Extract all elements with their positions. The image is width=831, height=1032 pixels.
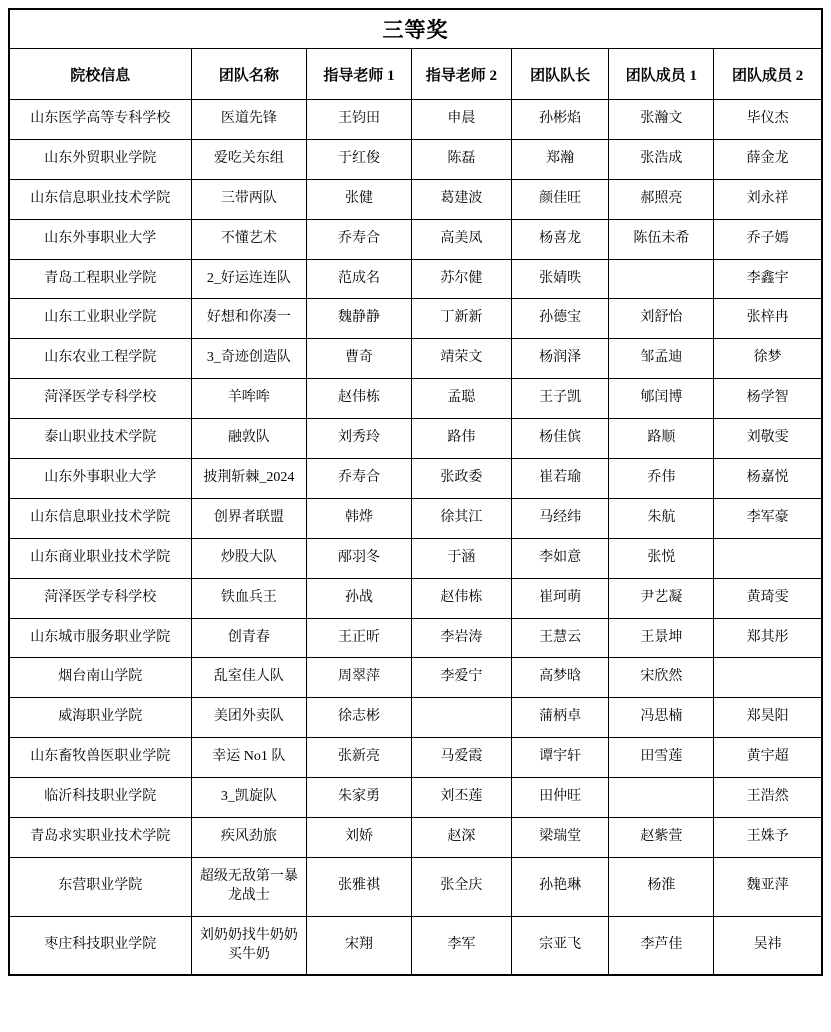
table-cell: 张健 xyxy=(307,179,412,219)
table-row xyxy=(9,698,822,738)
table-cell: 张全庆 xyxy=(411,857,511,916)
table-cell: 疾风劲旅 xyxy=(191,818,306,858)
table-cell: 山东外事职业大学 xyxy=(9,459,191,499)
table-cell: 苏尔健 xyxy=(411,259,511,299)
table-cell: 徐其江 xyxy=(411,498,511,538)
column-header: 团队队长 xyxy=(511,49,609,100)
table-cell: 菏泽医学专科学校 xyxy=(9,578,191,618)
table-row xyxy=(9,139,822,179)
table-cell: 刘敬雯 xyxy=(714,419,822,459)
table-row xyxy=(9,219,822,259)
table-cell: 葛建波 xyxy=(411,179,511,219)
table-cell: 刘娇 xyxy=(307,818,412,858)
table-cell: 于涵 xyxy=(411,538,511,578)
table-cell: 临沂科技职业学院 xyxy=(9,778,191,818)
table-cell: 幸运 No1 队 xyxy=(191,738,306,778)
table-row xyxy=(9,778,822,818)
table-row xyxy=(9,818,822,858)
table-cell: 崔珂萌 xyxy=(511,578,609,618)
table-row xyxy=(9,459,822,499)
table-cell: 宋欣然 xyxy=(609,658,714,698)
table-cell: 蒲柄卓 xyxy=(511,698,609,738)
table-cell: 吴祎 xyxy=(714,916,822,975)
table-cell: 杨佳傧 xyxy=(511,419,609,459)
table-cell: 张梓冉 xyxy=(714,299,822,339)
table-row xyxy=(9,618,822,658)
table-cell: 李芦佳 xyxy=(609,916,714,975)
table-cell: 李爱宁 xyxy=(411,658,511,698)
table-cell: 炒股大队 xyxy=(191,538,306,578)
table-cell: 路顺 xyxy=(609,419,714,459)
table-cell: 王姝予 xyxy=(714,818,822,858)
table-cell: 杨嘉悦 xyxy=(714,459,822,499)
table-cell xyxy=(714,658,822,698)
table-cell: 超级无敌第一暴龙战士 xyxy=(191,857,306,916)
table-cell: 薛金龙 xyxy=(714,139,822,179)
table-cell: 山东工业职业学院 xyxy=(9,299,191,339)
table-cell: 谭宇轩 xyxy=(511,738,609,778)
table-cell: 冯思楠 xyxy=(609,698,714,738)
table-cell: 张雅祺 xyxy=(307,857,412,916)
table-cell: 孙战 xyxy=(307,578,412,618)
table-row xyxy=(9,299,822,339)
table-cell xyxy=(609,778,714,818)
table-cell: 张婧昳 xyxy=(511,259,609,299)
table-cell: 赵伟栋 xyxy=(411,578,511,618)
table-cell: 杨学智 xyxy=(714,379,822,419)
table-cell: 高美凤 xyxy=(411,219,511,259)
table-cell: 孙德宝 xyxy=(511,299,609,339)
table-cell: 黄宇超 xyxy=(714,738,822,778)
table-cell: 王钧田 xyxy=(307,100,412,140)
table-cell: 郑昊阳 xyxy=(714,698,822,738)
table-cell: 于红俊 xyxy=(307,139,412,179)
table-cell: 李军豪 xyxy=(714,498,822,538)
table-cell: 3_奇迹创造队 xyxy=(191,339,306,379)
table-cell: 山东商业职业技术学院 xyxy=(9,538,191,578)
table-cell: 王慧云 xyxy=(511,618,609,658)
table-title: 三等奖 xyxy=(9,9,822,49)
table-row xyxy=(9,857,822,916)
table-body xyxy=(9,100,822,976)
table-row xyxy=(9,498,822,538)
table-cell: 张瀚文 xyxy=(609,100,714,140)
table-cell: 田仲旺 xyxy=(511,778,609,818)
table-cell: 申晨 xyxy=(411,100,511,140)
table-cell: 3_凯旋队 xyxy=(191,778,306,818)
table-cell: 曹奇 xyxy=(307,339,412,379)
table-cell: 爱吃关东组 xyxy=(191,139,306,179)
table-cell: 颜佳旺 xyxy=(511,179,609,219)
column-header: 团队名称 xyxy=(191,49,306,100)
table-cell: 毕仪杰 xyxy=(714,100,822,140)
table-cell: 乔寿合 xyxy=(307,219,412,259)
table-cell: 马经纬 xyxy=(511,498,609,538)
table-cell xyxy=(714,538,822,578)
table-cell: 刘舒怡 xyxy=(609,299,714,339)
table-cell: 李鑫宇 xyxy=(714,259,822,299)
table-cell: 乔伟 xyxy=(609,459,714,499)
table-cell: 美团外卖队 xyxy=(191,698,306,738)
table-row xyxy=(9,419,822,459)
table-cell: 徐志彬 xyxy=(307,698,412,738)
table-cell: 好想和你凑一 xyxy=(191,299,306,339)
table-cell: 刘奶奶找牛奶奶买牛奶 xyxy=(191,916,306,975)
table-cell: 杨淮 xyxy=(609,857,714,916)
table-cell: 尹艺凝 xyxy=(609,578,714,618)
table-cell: 宗亚飞 xyxy=(511,916,609,975)
table-cell: 三带两队 xyxy=(191,179,306,219)
table-cell: 张新亮 xyxy=(307,738,412,778)
table-cell xyxy=(411,698,511,738)
table-cell: 马爱霞 xyxy=(411,738,511,778)
awards-table xyxy=(8,8,823,976)
table-cell: 山东医学高等专科学校 xyxy=(9,100,191,140)
table-cell: 范成名 xyxy=(307,259,412,299)
table-cell: 徐梦 xyxy=(714,339,822,379)
table-cell: 朱航 xyxy=(609,498,714,538)
table-cell: 郇闰博 xyxy=(609,379,714,419)
table-cell: 魏亚萍 xyxy=(714,857,822,916)
table-cell: 山东信息职业技术学院 xyxy=(9,498,191,538)
table-cell: 郝照亮 xyxy=(609,179,714,219)
column-header: 院校信息 xyxy=(9,49,191,100)
table-cell: 刘丕莲 xyxy=(411,778,511,818)
table-cell: 赵紫萱 xyxy=(609,818,714,858)
table-cell: 李如意 xyxy=(511,538,609,578)
column-header: 指导老师 1 xyxy=(307,49,412,100)
table-cell: 山东城市服务职业学院 xyxy=(9,618,191,658)
table-cell: 陈伍未希 xyxy=(609,219,714,259)
table-cell: 创青春 xyxy=(191,618,306,658)
table-cell: 路伟 xyxy=(411,419,511,459)
table-row xyxy=(9,379,822,419)
table-cell: 孙艳琳 xyxy=(511,857,609,916)
table-cell: 刘永祥 xyxy=(714,179,822,219)
column-header: 指导老师 2 xyxy=(411,49,511,100)
table-cell: 山东农业工程学院 xyxy=(9,339,191,379)
table-cell: 韩烨 xyxy=(307,498,412,538)
table-cell: 周翠萍 xyxy=(307,658,412,698)
table-cell: 杨喜龙 xyxy=(511,219,609,259)
table-cell: 黄琦雯 xyxy=(714,578,822,618)
table-row xyxy=(9,578,822,618)
table-cell: 宋翔 xyxy=(307,916,412,975)
table-cell: 山东畜牧兽医职业学院 xyxy=(9,738,191,778)
table-cell: 张浩成 xyxy=(609,139,714,179)
table-cell: 威海职业学院 xyxy=(9,698,191,738)
table-cell: 王子凯 xyxy=(511,379,609,419)
table-cell: 朱家勇 xyxy=(307,778,412,818)
table-cell: 李岩涛 xyxy=(411,618,511,658)
table-cell: 孙彬焰 xyxy=(511,100,609,140)
table-cell: 医道先锋 xyxy=(191,100,306,140)
table-cell: 羊哞哞 xyxy=(191,379,306,419)
table-cell: 郑瀚 xyxy=(511,139,609,179)
table-cell: 田雪莲 xyxy=(609,738,714,778)
table-cell: 丁新新 xyxy=(411,299,511,339)
table-cell: 杨润泽 xyxy=(511,339,609,379)
table-cell: 青岛工程职业学院 xyxy=(9,259,191,299)
table-cell: 山东信息职业技术学院 xyxy=(9,179,191,219)
table-cell: 披荆斩棘_2024 xyxy=(191,459,306,499)
column-header: 团队成员 2 xyxy=(714,49,822,100)
table-cell: 魏静静 xyxy=(307,299,412,339)
table-row xyxy=(9,339,822,379)
table-cell: 乔寿合 xyxy=(307,459,412,499)
table-cell: 王景坤 xyxy=(609,618,714,658)
table-row xyxy=(9,738,822,778)
table-cell: 不懂艺术 xyxy=(191,219,306,259)
table-cell: 融敦队 xyxy=(191,419,306,459)
table-row xyxy=(9,259,822,299)
table-cell: 张悦 xyxy=(609,538,714,578)
table-cell: 陈磊 xyxy=(411,139,511,179)
table-cell: 张政委 xyxy=(411,459,511,499)
table-cell: 山东外事职业大学 xyxy=(9,219,191,259)
table-cell: 创界者联盟 xyxy=(191,498,306,538)
table-cell: 烟台南山学院 xyxy=(9,658,191,698)
table-cell: 王浩然 xyxy=(714,778,822,818)
table-cell: 山东外贸职业学院 xyxy=(9,139,191,179)
table-row xyxy=(9,179,822,219)
table-cell: 赵伟栋 xyxy=(307,379,412,419)
table-cell: 王正昕 xyxy=(307,618,412,658)
table-cell: 乱室佳人队 xyxy=(191,658,306,698)
table-row xyxy=(9,538,822,578)
table-cell: 崔若瑜 xyxy=(511,459,609,499)
table-row xyxy=(9,658,822,698)
table-cell: 2_好运连连队 xyxy=(191,259,306,299)
table-row xyxy=(9,916,822,975)
table-cell: 梁瑞堂 xyxy=(511,818,609,858)
table-cell xyxy=(609,259,714,299)
title-row xyxy=(9,9,822,49)
table-row xyxy=(9,100,822,140)
table-cell: 李军 xyxy=(411,916,511,975)
table-cell: 邹孟迪 xyxy=(609,339,714,379)
table-cell: 郑其彤 xyxy=(714,618,822,658)
table-cell: 泰山职业技术学院 xyxy=(9,419,191,459)
table-cell: 孟聪 xyxy=(411,379,511,419)
table-cell: 青岛求实职业技术学院 xyxy=(9,818,191,858)
table-cell: 刘秀玲 xyxy=(307,419,412,459)
table-cell: 靖荣文 xyxy=(411,339,511,379)
table-cell: 东营职业学院 xyxy=(9,857,191,916)
header-row xyxy=(9,49,822,100)
table-cell: 乔子嫣 xyxy=(714,219,822,259)
table-cell: 高梦晗 xyxy=(511,658,609,698)
table-cell: 赵深 xyxy=(411,818,511,858)
table-cell: 铁血兵王 xyxy=(191,578,306,618)
table-cell: 枣庄科技职业学院 xyxy=(9,916,191,975)
table-cell: 菏泽医学专科学校 xyxy=(9,379,191,419)
column-header: 团队成员 1 xyxy=(609,49,714,100)
table-cell: 邴羽冬 xyxy=(307,538,412,578)
